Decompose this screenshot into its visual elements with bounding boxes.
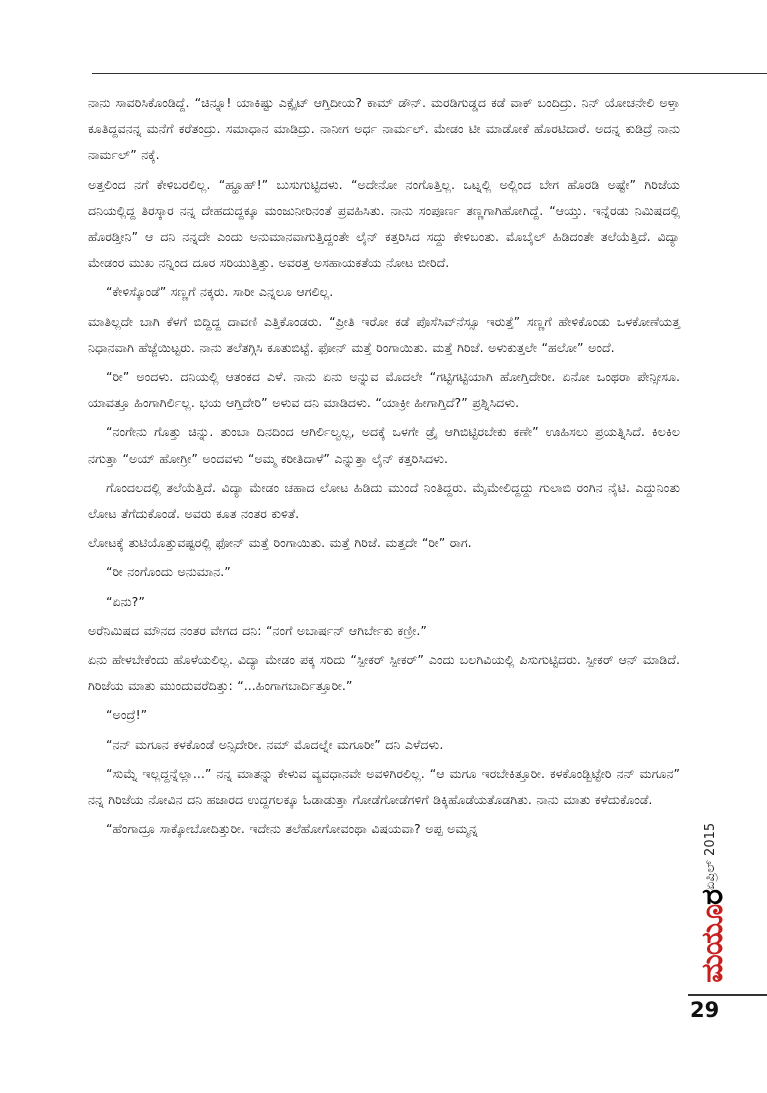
paragraph-1: ನಾನು ಸಾವರಿಸಿಕೊಂಡಿದ್ದೆ. “ಚಿನ್ನೂ! ಯಾಕಿಷ್ಟು ಎಕ್ಸೈಟ್ ಆಗ್ತಿದೀಯ? ಕಾಮ್ ಡೌನ್. ಮರಡಿಗುಡ್ಡದ ಕಡೆ ವಾಕ್ ಬಂದಿದ್ರು. ನಿನ್ ಯೋಚನೇಲಿ ಅಳ್ತಾ ಕೂತಿದ್ದವನನ್ನ ಮನೆಗೆ ಕರೆತಂದ್ರು. ಸಮಾಧಾನ ಮಾಡಿದ್ರು. ನಾನೀಗ ಅರ್ಧ ನಾರ್ಮಲ್. ಮೇಡಂ ಟೀ ಮಾಡೋಕೆ ಹೊರಟಿದಾರೆ. ಅದನ್ನ ಕುಡಿದ್ರೆ ನಾನು ನಾರ್ಮಲ್” ನಕ್ಕೆ. <box>88 95 680 163</box>
paragraph-15: “ಸುಮ್ನೆ ಇಲ್ಲದ್ದನ್ನೆಲ್ಲಾ...” ನನ್ನ ಮಾತನ್ನು ಕೇಳುವ ವ್ಯವಧಾನವೇ ಅವಳಿಗಿರಲಿಲ್ಲ. “ಆ ಮಗೂ ಇರಬೇಕಿತ್ತೂರೀ. ಕಳಕೊಂಡ್ಬಿಟ್ಟೇರಿ ನನ್ ಮಗೂನ” ನನ್ನ ಗಿರಿಜೆಯ ನೋವಿನ ದನಿ ಹಜಾರದ ಉದ್ದಗಲಕ್ಕೂ ಓಡಾಡುತ್ತಾ ಗೋಡೆಗೋಡೆಗಳಿಗೆ ಡಿಕ್ಕಿಹೊಡೆಯತೊಡಗಿತು. ನಾನು ಮಾತು ಕಳೆದುಕೊಂಡೆ. <box>88 765 680 808</box>
magazine-logo-part-b: ರ <box>695 889 730 905</box>
paragraph-6: “ನಂಗೇನು ಗೊತ್ತು ಚಿನ್ನು. ತುಂಬಾ ದಿನದಿಂದ ಆಗಿರ್ಲಿಲ್ವಲ್ಲ, ಅದಕ್ಕೆ ಒಳಗೇ ಡ್ರೈ ಆಗಿಬಿಟ್ಟಿರಬೇಕು ಕಣೇ” ಊಹಿಸಲು ಪ್ರಯತ್ನಿಸಿದೆ. ಕಿಲಕಿಲ ನಗುತ್ತಾ “ಅಯ್ ಹೋಗ್ರೀ” ಅಂದವಳು “ಅಮ್ಮ ಕರೀತಿದಾಳೆ” ಎನ್ನುತ್ತಾ ಲೈನ್ ಕತ್ತರಿಸಿದಳು. <box>88 424 680 466</box>
paragraph-13: “ಅಂದ್ರೆ!” <box>106 707 148 723</box>
paragraph-5: “ರೀ” ಅಂದಳು. ದನಿಯಲ್ಲಿ ಆತಂಕದ ಎಳೆ. ನಾನು ಏನು ಅನ್ನುವ ಮೊದಲೇ “ಗಟ್ಟಿಗಟ್ಟಿಯಾಗಿ ಹೋಗ್ತಿದೇರೀ. ಏನೋ ಒಂಥರಾ ಪೇನ್ಸೀಸೂ. ಯಾವತ್ತೂ ಹಿಂಗಾಗಿರ್ಲಿಲ್ಲ. ಭಯ ಆಗ್ತಿದೇರಿ” ಅಳುವ ದನಿ ಮಾಡಿದಳು. “ಯಾಕ್ರೀ ಹೀಗಾಗ್ತಿದೆ?” ಪ್ರಶ್ನಿಸಿದಳು. <box>88 369 680 411</box>
paragraph-10: “ಏನು?” <box>106 593 145 609</box>
paragraph-4: ಮಾತಿಲ್ಲದೇ ಬಾಗಿ ಕೆಳಗೆ ಬಿದ್ದಿದ್ದ ದಾವಣಿ ಎತ್ತಿಕೊಂಡರು. “ಪ್ರೀತಿ ಇರೋ ಕಡೆ ಪೊಸೆಸಿವ್‌ನೆಸ್ಸೂ ಇರುತ್ತೆ” ಸಣ್ಣಗೆ ಹೇಳಿಕೊಂಡು ಒಳಕೋಣೆಯತ್ತ ನಿಧಾನವಾಗಿ ಹೆಜ್ಜೆಯಿಟ್ಟರು. ನಾನು ತಲೆತಗ್ಗಿಸಿ ಕೂತುಬಿಟ್ಟೆ. ಫೋನ್ ಮತ್ತೆ ರಿಂಗಾಯಿತು. ಮತ್ತೆ ಗಿರಿಜೆ. ಅಳುಕುತ್ತಲೇ “ಹಲೋ” ಅಂದೆ. <box>88 313 680 355</box>
footer-divider <box>688 994 767 996</box>
page-number: 29 <box>690 998 720 1022</box>
magazine-logo-part-a: ಮಯೂ <box>695 904 730 983</box>
top-divider <box>92 73 767 74</box>
paragraph-3: “ಕೇಳಿಸ್ಕೊಂಡೆ” ಸಣ್ಣಗೆ ನಕ್ಕರು. ಸಾರೀ ಎನ್ನಲೂ ಆಗಲಿಲ್ಲ. <box>106 284 334 300</box>
paragraph-2: ಅತ್ತಲಿಂದ ನಗೆ ಕೇಳಿಬರಲಿಲ್ಲ. “ಹ್ಹೂಹ್!” ಬುಸುಗುಟ್ಟಿದಳು. “ಅದೇನೋ ನಂಗೊತ್ತಿಲ್ಲ. ಒಟ್ನಲ್ಲಿ ಅಲ್ಲಿಂದ ಬೇಗ ಹೊರಡಿ ಅಷ್ಟೇ” ಗಿರಿಜೆಯ ದನಿಯಲ್ಲಿದ್ದ ತಿರಸ್ಕಾರ ನನ್ನ ದೇಹದುದ್ದಕ್ಕೂ ಮಂಜುನೀರಿನಂತೆ ಪ್ರವಹಿಸಿತು. ನಾನು ಸಂಪೂರ್ಣ ತಣ್ಣಗಾಗಿಹೋಗಿದ್ದೆ. “ಆಯ್ತು. ಇನ್ನೆರಡು ನಿಮಿಷದಲ್ಲಿ ಹೊರಡ್ತೀನಿ” ಆ ದನಿ ನನ್ನದೇ ಎಂದು ಅನುಮಾನವಾಗುತ್ತಿದ್ದಂತೇ ಲೈನ್ ಕತ್ತರಿಸಿದ ಸದ್ದು ಕೇಳಿಬಂತು. ಮೊಬೈಲ್ ಹಿಡಿದಂತೇ ತಲೆಯೆತ್ತಿದೆ. ವಿದ್ಯಾ ಮೇಡಂರ ಮುಖ ನನ್ನಿಂದ ದೂರ ಸರಿಯುತ್ತಿತ್ತು. ಅವರತ್ತ ಅಸಹಾಯಕತೆಯ ನೋಟ ಬೀರಿದೆ. <box>88 176 680 271</box>
paragraph-16: “ಹೆಂಗಾದ್ರೂ ಸಾಕ್ಕೋಬೋದಿತ್ತುರೀ. ಇದೇನು ತಲೆಹೋಗೋವಂಥಾ ವಿಷಯವಾ? ಅಪ್ಪ ಅಮ್ಮನ್ನ <box>106 821 478 837</box>
magazine-logo <box>695 889 731 983</box>
paragraph-8: ಲೋಟಕ್ಕೆ ತುಟಿಯೊತ್ತುವಷ್ಟರಲ್ಲಿ ಫೋನ್ ಮತ್ತೆ ರಿಂಗಾಯಿತು. ಮತ್ತೆ ಗಿರಿಜೆ. ಮತ್ತದೇ “ರೀ” ರಾಗ. <box>88 535 472 551</box>
article-body <box>88 90 680 845</box>
paragraph-14: “ನನ್ ಮಗೂನ ಕಳಕೊಂಡೆ ಅನ್ಸಿದೇರೀ. ನಮ್ ಮೊದಲ್ನೇ ಮಗೂರೀ” ದನಿ ಎಳೆದಳು. <box>106 736 444 752</box>
paragraph-12: ಏನು ಹೇಳಬೇಕೆಂದು ಹೊಳೆಯಲಿಲ್ಲ. ವಿದ್ಯಾ ಮೇಡಂ ಪಕ್ಕ ಸರಿದು “ಸ್ಪೀಕರ್ ಸ್ಪೀಕರ್” ಎಂದು ಬಲಗಿವಿಯಲ್ಲಿ ಪಿಸುಗುಟ್ಟಿದರು. ಸ್ಪೀಕರ್ ಆನ್ ಮಾಡಿದೆ. ಗಿರಿಜೆಯ ಮಾತು ಮುಂದುವರೆದಿತ್ತು: “...ಹಿಂಗಾಗಬಾರ್ದಿತ್ತೂರೀ.” <box>88 652 680 694</box>
paragraph-9: “ರೀ ನಂಗೊಂದು ಅನುಮಾನ.” <box>106 564 231 580</box>
issue-date: ಏಪ್ರಿಲ್ 2015 <box>703 822 718 890</box>
magazine-logo-text <box>695 890 731 983</box>
paragraph-7: ಗೊಂದಲದಲ್ಲಿ ತಲೆಯೆತ್ತಿದೆ. ವಿದ್ಯಾ ಮೇಡಂ ಚಹಾದ ಲೋಟ ಹಿಡಿದು ಮುಂದೆ ನಿಂತಿದ್ದರು. ಮೈಮೇಲಿದ್ದದ್ದು ಗುಲಾಬಿ ರಂಗಿನ ನೈಟಿ. ಎದ್ದುನಿಂತು ಲೋಟ ತೆಗೆದುಕೊಂಡೆ. ಅವರು ಕೂತ ನಂತರ ಕುಳಿತೆ. <box>88 479 680 522</box>
paragraph-11: ಅರೆನಿಮಿಷದ ಮೌನದ ನಂತರ ವೇಗದ ದನಿ: “ನಂಗೆ ಅಬಾರ್ಷನ್ ಆಗಿರ್ಬೇಕು ಕಣ್ರೀ.” <box>88 622 427 638</box>
